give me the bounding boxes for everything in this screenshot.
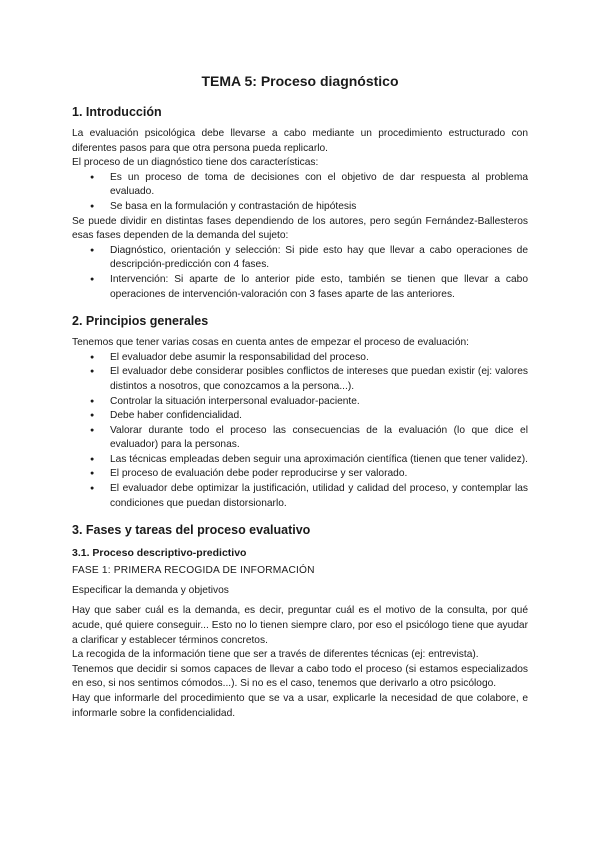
paragraph: La evaluación psicológica debe llevarse a cabo mediante un procedimiento estructurado con diferentes pasos para que otra persona pueda replicarlo.	[72, 128, 528, 154]
list-item: ● El evaluador debe considerar posibles conflictos de intereses que puedan existir (ej: valores distintos a nosotros, que conozcamos a la persona...).	[110, 365, 528, 394]
phase-subtitle: Especificar la demanda y objetivos	[72, 584, 229, 596]
list-item: ● El evaluador debe optimizar la justificación, utilidad y calidad del proceso, y contemplar las condiciones que puedan distorsionarlo.	[110, 482, 528, 511]
bullet-list	[72, 244, 528, 302]
section-heading: 3. Fases y tareas del proceso evaluativo	[72, 523, 311, 538]
list-item: ● Se basa en la formulación y contrastación de hipótesis	[110, 200, 528, 215]
page-title: TEMA 5: Proceso diagnóstico	[201, 73, 399, 89]
paragraph: El proceso de un diagnóstico tiene dos características:	[72, 157, 319, 169]
list-item: ● Valorar durante todo el proceso las consecuencias de la evaluación (lo que dice el evaluador) para la personas.	[110, 424, 528, 453]
list-item: ● Las técnicas empleadas deben seguir una aproximación científica (tienen que tener validez).	[110, 453, 528, 468]
paragraph: La recogida de la información tiene que ser a través de diferentes técnicas (ej: entrevista).	[72, 649, 479, 661]
phase-title: FASE 1: PRIMERA RECOGIDA DE INFORMACIÓN	[72, 565, 315, 577]
section-principios	[72, 312, 528, 511]
section-heading: 1. Introducción	[72, 105, 162, 119]
paragraph: Se puede dividir en distintas fases dependiendo de los autores, pero según Fernández-Ballesteros esas fases dependen de la demanda del sujeto:	[72, 215, 528, 242]
subsection-heading: 3.1. Proceso descriptivo-predictivo	[72, 547, 247, 560]
list-item: ● El evaluador debe asumir la responsabilidad del proceso.	[110, 351, 528, 366]
bullet-list	[72, 171, 528, 215]
list-item: ● Intervención: Si aparte de lo anterior pide esto, también se tienen que llevar a cabo operaciones de intervención-valoración con 3 fases aparte de las anteriores.	[110, 273, 528, 302]
list-item: ● Diagnóstico, orientación y selección: Si pide esto hay que llevar a cabo operaciones de descripción-predicción con 4 fases.	[110, 244, 528, 273]
document-page	[72, 72, 528, 731]
list-item: ● El proceso de evaluación debe poder reproducirse y ser valorado.	[110, 467, 528, 482]
list-item: ● Debe haber confidencialidad.	[110, 409, 528, 424]
paragraph: Tenemos que decidir si somos capaces de llevar a cabo todo el proceso (si estamos especializados en eso, si nos sentimos cómodos...). Si no es el caso, tenemos que derivarlo a otro psicólogo.	[72, 663, 528, 690]
paragraph: Hay que saber cuál es la demanda, es decir, preguntar cuál es el motivo de la consulta, por qué acude, qué quiere conseguir... Esto no lo tienen siempre claro, por eso el psicólogo tiene que ayudar a clarificar y establecer términos concretos.	[72, 605, 528, 646]
paragraph: Hay que informarle del procedimiento que se va a usar, explicarle la necesidad de que colabore, e informarle sobre la confidencialidad.	[72, 693, 528, 719]
list-item: ● Es un proceso de toma de decisiones con el objetivo de dar respuesta al problema evaluado.	[110, 171, 528, 200]
section-introduccion	[72, 103, 528, 302]
paragraph: Tenemos que tener varias cosas en cuenta antes de empezar el proceso de evaluación:	[72, 337, 469, 349]
bullet-list	[72, 351, 528, 512]
section-heading: 2. Principios generales	[72, 314, 209, 329]
section-fases	[72, 521, 528, 721]
list-item: ● Controlar la situación interpersonal evaluador-paciente.	[110, 395, 528, 410]
